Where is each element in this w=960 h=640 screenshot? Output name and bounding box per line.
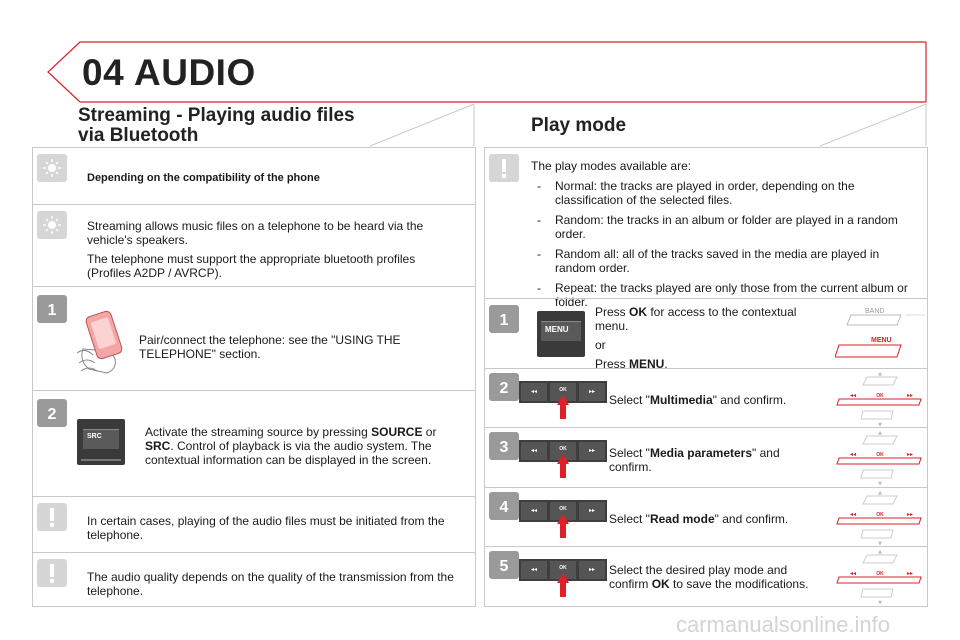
exclamation-icon	[37, 559, 69, 589]
streaming-info-text	[87, 219, 462, 285]
svg-text:◂◂: ◂◂	[530, 388, 538, 395]
step3-post: " and confirm.	[609, 446, 780, 474]
streaming-info-p1: Streaming allows music files on a telephone to be heard via the vehicle's speakers.	[87, 219, 424, 247]
svg-text:◂◂: ◂◂	[530, 447, 538, 454]
ok-label-diagram: OK	[876, 452, 884, 458]
svg-text:▸▸: ▸▸	[906, 511, 914, 518]
warning-text-1: In certain cases, playing of the audio files must be initiated from the telephone.	[87, 514, 445, 542]
streaming-info-p2: The telephone must support the appropriate bluetooth profiles (Profiles A2DP / AVRCP).	[87, 252, 416, 280]
svg-text:◂◂: ◂◂	[850, 570, 857, 577]
step3-pre: Select "	[609, 446, 650, 460]
ok-control-pad[interactable]	[519, 498, 609, 546]
play-modes-list	[531, 179, 923, 309]
step-badge-1	[489, 305, 521, 335]
right-step-2-text	[609, 393, 819, 407]
watermark: carmanualsonline.info	[676, 612, 891, 637]
left-step-1-text: Pair/connect the telephone: see the "USING THE TELEPHONE" section.	[139, 333, 401, 361]
media-parameters-keyword: Media parameters	[649, 446, 752, 460]
control-panel-band-menu	[835, 303, 925, 365]
menu-keyword: MENU	[629, 357, 665, 371]
right-step-4-row	[485, 487, 927, 546]
ok-control-pad[interactable]	[519, 379, 609, 427]
svg-text:▼: ▼	[878, 541, 882, 546]
right-step-3-number: 3	[499, 439, 509, 456]
ok-label-diagram: OK	[876, 571, 884, 577]
step5-pre: Select the desired play mode and confirm	[609, 563, 788, 591]
left-step-2-post: . Control of playback is via the audio system. The contextual information can be displayed in the screen.	[145, 439, 432, 467]
svg-text:▸▸: ▸▸	[588, 447, 596, 454]
menu-label: MENU	[871, 337, 892, 344]
ok-label-diagram: OK	[876, 512, 884, 518]
svg-text:▸▸: ▸▸	[906, 392, 914, 399]
svg-text:▼: ▼	[878, 481, 882, 486]
compat-row	[33, 148, 475, 204]
source-keyword: SOURCE	[371, 425, 423, 439]
left-step-2-pre: Activate the streaming source by pressing	[145, 425, 372, 439]
menu-button-label: MENU	[545, 325, 569, 334]
svg-text:▲: ▲	[878, 430, 882, 436]
svg-text:◂◂: ◂◂	[530, 507, 538, 514]
streaming-info-row	[33, 204, 475, 286]
step-badge-4	[489, 492, 521, 522]
read-mode-keyword: Read mode	[649, 512, 715, 526]
step-badge-2	[489, 373, 521, 403]
ok-label: OK	[559, 506, 567, 512]
svg-text:◂◂: ◂◂	[850, 511, 857, 518]
step4-pre: Select "	[609, 512, 650, 526]
chapter-number: 04	[82, 52, 125, 93]
svg-text:◂◂: ◂◂	[850, 451, 857, 458]
ok-control-pad[interactable]	[519, 438, 609, 486]
compat-note: Depending on the compatibility of the phone	[87, 172, 320, 184]
step2-pre: Select "	[609, 393, 650, 407]
left-step-2-row	[33, 390, 475, 496]
left-step-2-text	[145, 425, 465, 467]
svg-text:▼: ▼	[878, 422, 882, 427]
band-label: BAND	[865, 308, 885, 315]
right-panel	[484, 147, 928, 607]
step5-post: to save the modifications.	[669, 577, 809, 591]
src-keyword: SRC	[145, 439, 171, 453]
ok-keyword-step5: OK	[651, 577, 670, 591]
right-step-5-text	[609, 563, 829, 591]
navigation-panel-diagram	[835, 549, 925, 605]
left-section-title	[78, 106, 355, 146]
right-step-1-text	[595, 305, 813, 376]
step4-post: " and confirm.	[714, 512, 789, 526]
ok-label: OK	[559, 565, 567, 571]
warning-row-2	[33, 552, 475, 608]
play-modes-intro: The play modes available are:	[531, 159, 692, 173]
multimedia-keyword: Multimedia	[649, 393, 713, 407]
left-step-1-row	[33, 286, 475, 390]
exclamation-icon	[37, 503, 69, 533]
right-section-title: Play mode	[531, 115, 627, 136]
svg-text:◂◂: ◂◂	[530, 566, 538, 573]
ok-keyword: OK	[629, 305, 648, 319]
left-title-line1: Streaming - Playing audio files	[78, 105, 355, 126]
left-step-2-mid: or	[422, 425, 437, 439]
menu-button[interactable]	[537, 311, 585, 357]
right-step-3-row	[485, 427, 927, 487]
light-bulb-icon	[37, 211, 69, 241]
step-badge-3	[489, 432, 521, 462]
left-title-line2: via Bluetooth	[78, 125, 199, 146]
light-bulb-icon	[37, 154, 69, 184]
warning-row-1	[33, 496, 475, 552]
svg-text:▸▸: ▸▸	[588, 566, 596, 573]
step-badge-5	[489, 551, 521, 581]
src-button-label: SRC	[87, 433, 102, 440]
ok-label: OK	[559, 446, 567, 452]
ok-control-pad[interactable]	[519, 557, 609, 605]
navigation-panel-diagram	[835, 430, 925, 486]
step1-post: for access to the contextual menu.	[595, 305, 797, 333]
page-header	[0, 0, 960, 108]
mode-random: - Random: the tracks in an album or folder are played in a random order.	[531, 213, 923, 241]
mode-random-all: - Random all: all of the tracks saved in the media are played in random order.	[531, 247, 923, 275]
step-badge-2	[37, 399, 69, 429]
or-text: or	[595, 338, 606, 352]
ok-label-diagram: OK	[876, 393, 884, 399]
right-step-5-number: 5	[499, 558, 509, 575]
right-step-2-row	[485, 368, 927, 427]
right-step-4-number: 4	[499, 499, 509, 516]
play-modes-row	[485, 148, 927, 309]
press-text-2: Press	[595, 357, 630, 371]
chapter-title: AUDIO	[134, 52, 256, 93]
svg-text:▼: ▼	[878, 600, 882, 605]
svg-text:▸▸: ▸▸	[906, 570, 914, 577]
step1-end: .	[664, 357, 668, 371]
press-text: Press	[595, 305, 630, 319]
svg-text:▲: ▲	[878, 490, 882, 496]
phone-in-hand-icon	[77, 309, 141, 380]
step-2-number: 2	[47, 406, 57, 423]
right-step-3-text	[609, 446, 809, 474]
right-step-1-number: 1	[499, 312, 509, 329]
svg-text:▲: ▲	[878, 549, 882, 555]
src-button[interactable]	[77, 419, 125, 465]
step2-post: " and confirm.	[712, 393, 787, 407]
mode-repeat: - Repeat: the tracks played are only those from the current album or folder.	[531, 281, 923, 309]
right-step-1-row	[485, 298, 927, 371]
svg-text:▸▸: ▸▸	[588, 388, 596, 395]
ok-label: OK	[559, 387, 567, 393]
warning-text-2: The audio quality depends on the quality of the transmission from the telephone.	[87, 570, 454, 598]
svg-text:▸▸: ▸▸	[588, 507, 596, 514]
navigation-panel-diagram	[835, 490, 925, 546]
left-panel	[32, 147, 476, 607]
mode-normal: - Normal: the tracks are played in order, depending on the classification of the selected files.	[531, 179, 923, 207]
title-diagonal-decoration-right	[820, 104, 930, 148]
play-modes-text	[531, 159, 923, 309]
right-step-5-row	[485, 546, 927, 608]
navigation-panel-diagram	[835, 371, 925, 427]
svg-text:▲: ▲	[878, 371, 882, 377]
svg-text:▸▸: ▸▸	[906, 451, 914, 458]
right-step-4-text	[609, 512, 819, 526]
exclamation-icon	[489, 154, 521, 184]
title-diagonal-decoration	[370, 104, 478, 148]
right-step-2-number: 2	[499, 380, 509, 397]
svg-text:◂◂: ◂◂	[850, 392, 857, 399]
step-1-number: 1	[47, 302, 57, 319]
step-badge-1	[37, 295, 69, 325]
